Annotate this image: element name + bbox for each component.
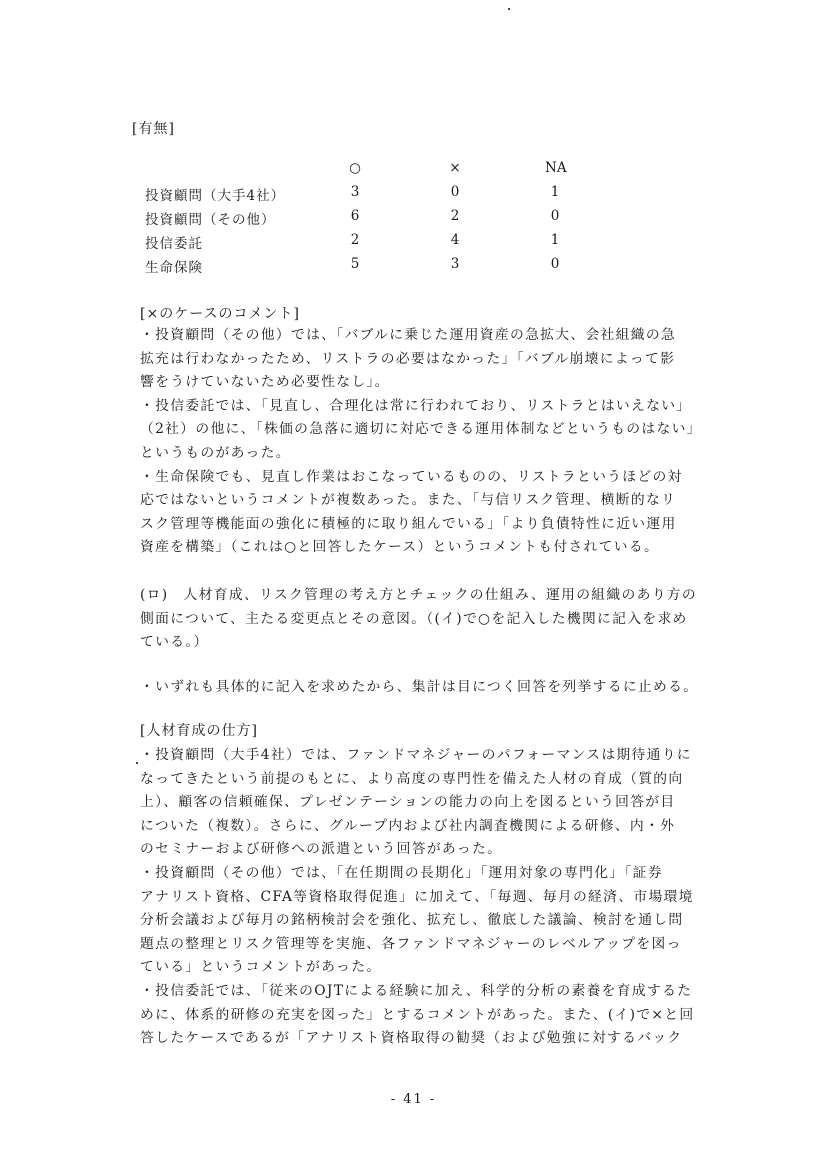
training-line: 分析会議および毎月の銘柄検討会を強化、拡充し、徹底した議論、検討を通し問 (140, 912, 684, 929)
row-na-count: 1 (550, 184, 560, 200)
training-block (140, 744, 740, 1051)
question-line: 側面について、主たる変更点とその意図。（(イ)で○を記入した機関に記入を求め (140, 610, 688, 627)
row-circle-count: 6 (350, 208, 360, 224)
training-line: めに、体系的研修の充実を図った」とするコメントがあった。また、(イ)で×と回 (140, 1006, 695, 1023)
section-heading: [有無] (132, 121, 175, 137)
scan-speck (136, 762, 138, 764)
comments-block (140, 324, 740, 560)
training-heading: [人材育成の仕方] (140, 723, 258, 739)
training-line: ・投資顧問（大手4社）では、ファンドマネジャーのパフォーマンスは期待通りに (140, 747, 692, 763)
row-circle-count: 3 (350, 184, 360, 200)
row-na-count: 1 (550, 232, 560, 248)
note-block (140, 676, 740, 700)
training-line: なってきたという前提のもとに、より高度の専門性を備えた人材の育成（質的向 (140, 770, 684, 787)
comment-line: ・投資顧問（その他）では、「バブルに乗じた運用資産の急拡大、会社組織の急 (140, 327, 677, 343)
row-label: 投信委託 (145, 236, 203, 252)
question-block (140, 584, 740, 655)
table-header-na: NA (545, 160, 567, 176)
comment-line: 拡充は行わなかったため、リストラの必要はなかった」「バブル崩壊によって影 (140, 350, 676, 367)
comment-line: 響をうけていないため必要性なし」。 (140, 374, 390, 391)
row-cross-count: 2 (450, 208, 460, 224)
row-circle-count: 2 (350, 232, 360, 248)
row-cross-count: 4 (450, 232, 460, 248)
question-line: (ロ) 人材育成、リスク管理の考え方とチェックの仕組み、運用の組織のあり方の (140, 587, 697, 603)
note-line: ・いずれも具体的に記入を求めたから、集計は目につく回答を列挙するに止める。 (140, 679, 699, 695)
training-line: ・投信委託では、「従来のOJTによる経験に加え、科学的分析の素養を育成するた (140, 982, 693, 999)
table-header-cross: × (449, 160, 461, 176)
training-line: 上）、顧客の信頼確保、プレゼンテーションの能力の向上を図るという回答が目 (140, 794, 676, 811)
training-line: 答したケースであるが「アナリスト資格取得の勧奨（および勉強に対するバック (140, 1030, 683, 1047)
training-line: のセミナーおよび研修への派遣という回答があった。 (140, 841, 503, 858)
comment-line: 応ではないというコメントが複数あった。また、「与信リスク管理、横断的なリ (140, 492, 677, 509)
row-cross-count: 3 (450, 256, 460, 272)
training-line: 題点の整理とリスク管理等を実施、各ファンドマネジャーのレベルアップを図っ (140, 935, 682, 952)
training-line: についた（複数）。さらに、グループ内および社内調査機関による研修、内・外 (140, 817, 676, 834)
row-label: 生命保険 (145, 260, 203, 276)
comments-heading: [×のケースのコメント] (140, 306, 300, 322)
training-line: ・投資顧問（その他）では、「在任期間の長期化」「運用対象の専門化」「証券 (140, 864, 663, 881)
row-cross-count: 0 (450, 184, 460, 200)
training-line: ている」というコメントがあった。 (140, 959, 382, 976)
page-number: - 41 - (390, 1092, 437, 1107)
training-line: アナリスト資格、CFA等資格取得促進」に加えて、「毎週、毎月の経済、市場環境 (140, 888, 694, 905)
comment-line: （2社）の他に、「株価の急落に適切に対応できる運用体制などというものはない」 (140, 421, 702, 438)
comment-line: ・生命保険でも、見直し作業はおこなっているものの、リストラというほどの対 (140, 468, 683, 485)
comment-line: スク管理等機能面の強化に積極的に取り組んでいる」「より負債特性に近い運用 (140, 515, 677, 532)
scan-speck (508, 8, 510, 10)
row-label: 投資顧問（その他） (145, 212, 276, 228)
row-na-count: 0 (550, 256, 560, 272)
row-label: 投資顧問（大手4社） (145, 188, 286, 204)
comment-line: 資産を構築」（これは○と回答したケース）というコメントも付されている。 (140, 539, 660, 556)
question-line: ている。） (140, 634, 209, 651)
comment-line: というものがあった。 (140, 444, 291, 461)
table-header-circle: ○ (349, 160, 361, 176)
row-circle-count: 5 (350, 256, 360, 272)
row-na-count: 0 (550, 208, 560, 224)
comment-line: ・投信委託では、「見直し、合理化は常に行われており、リストラとはいえない」 (140, 397, 692, 414)
